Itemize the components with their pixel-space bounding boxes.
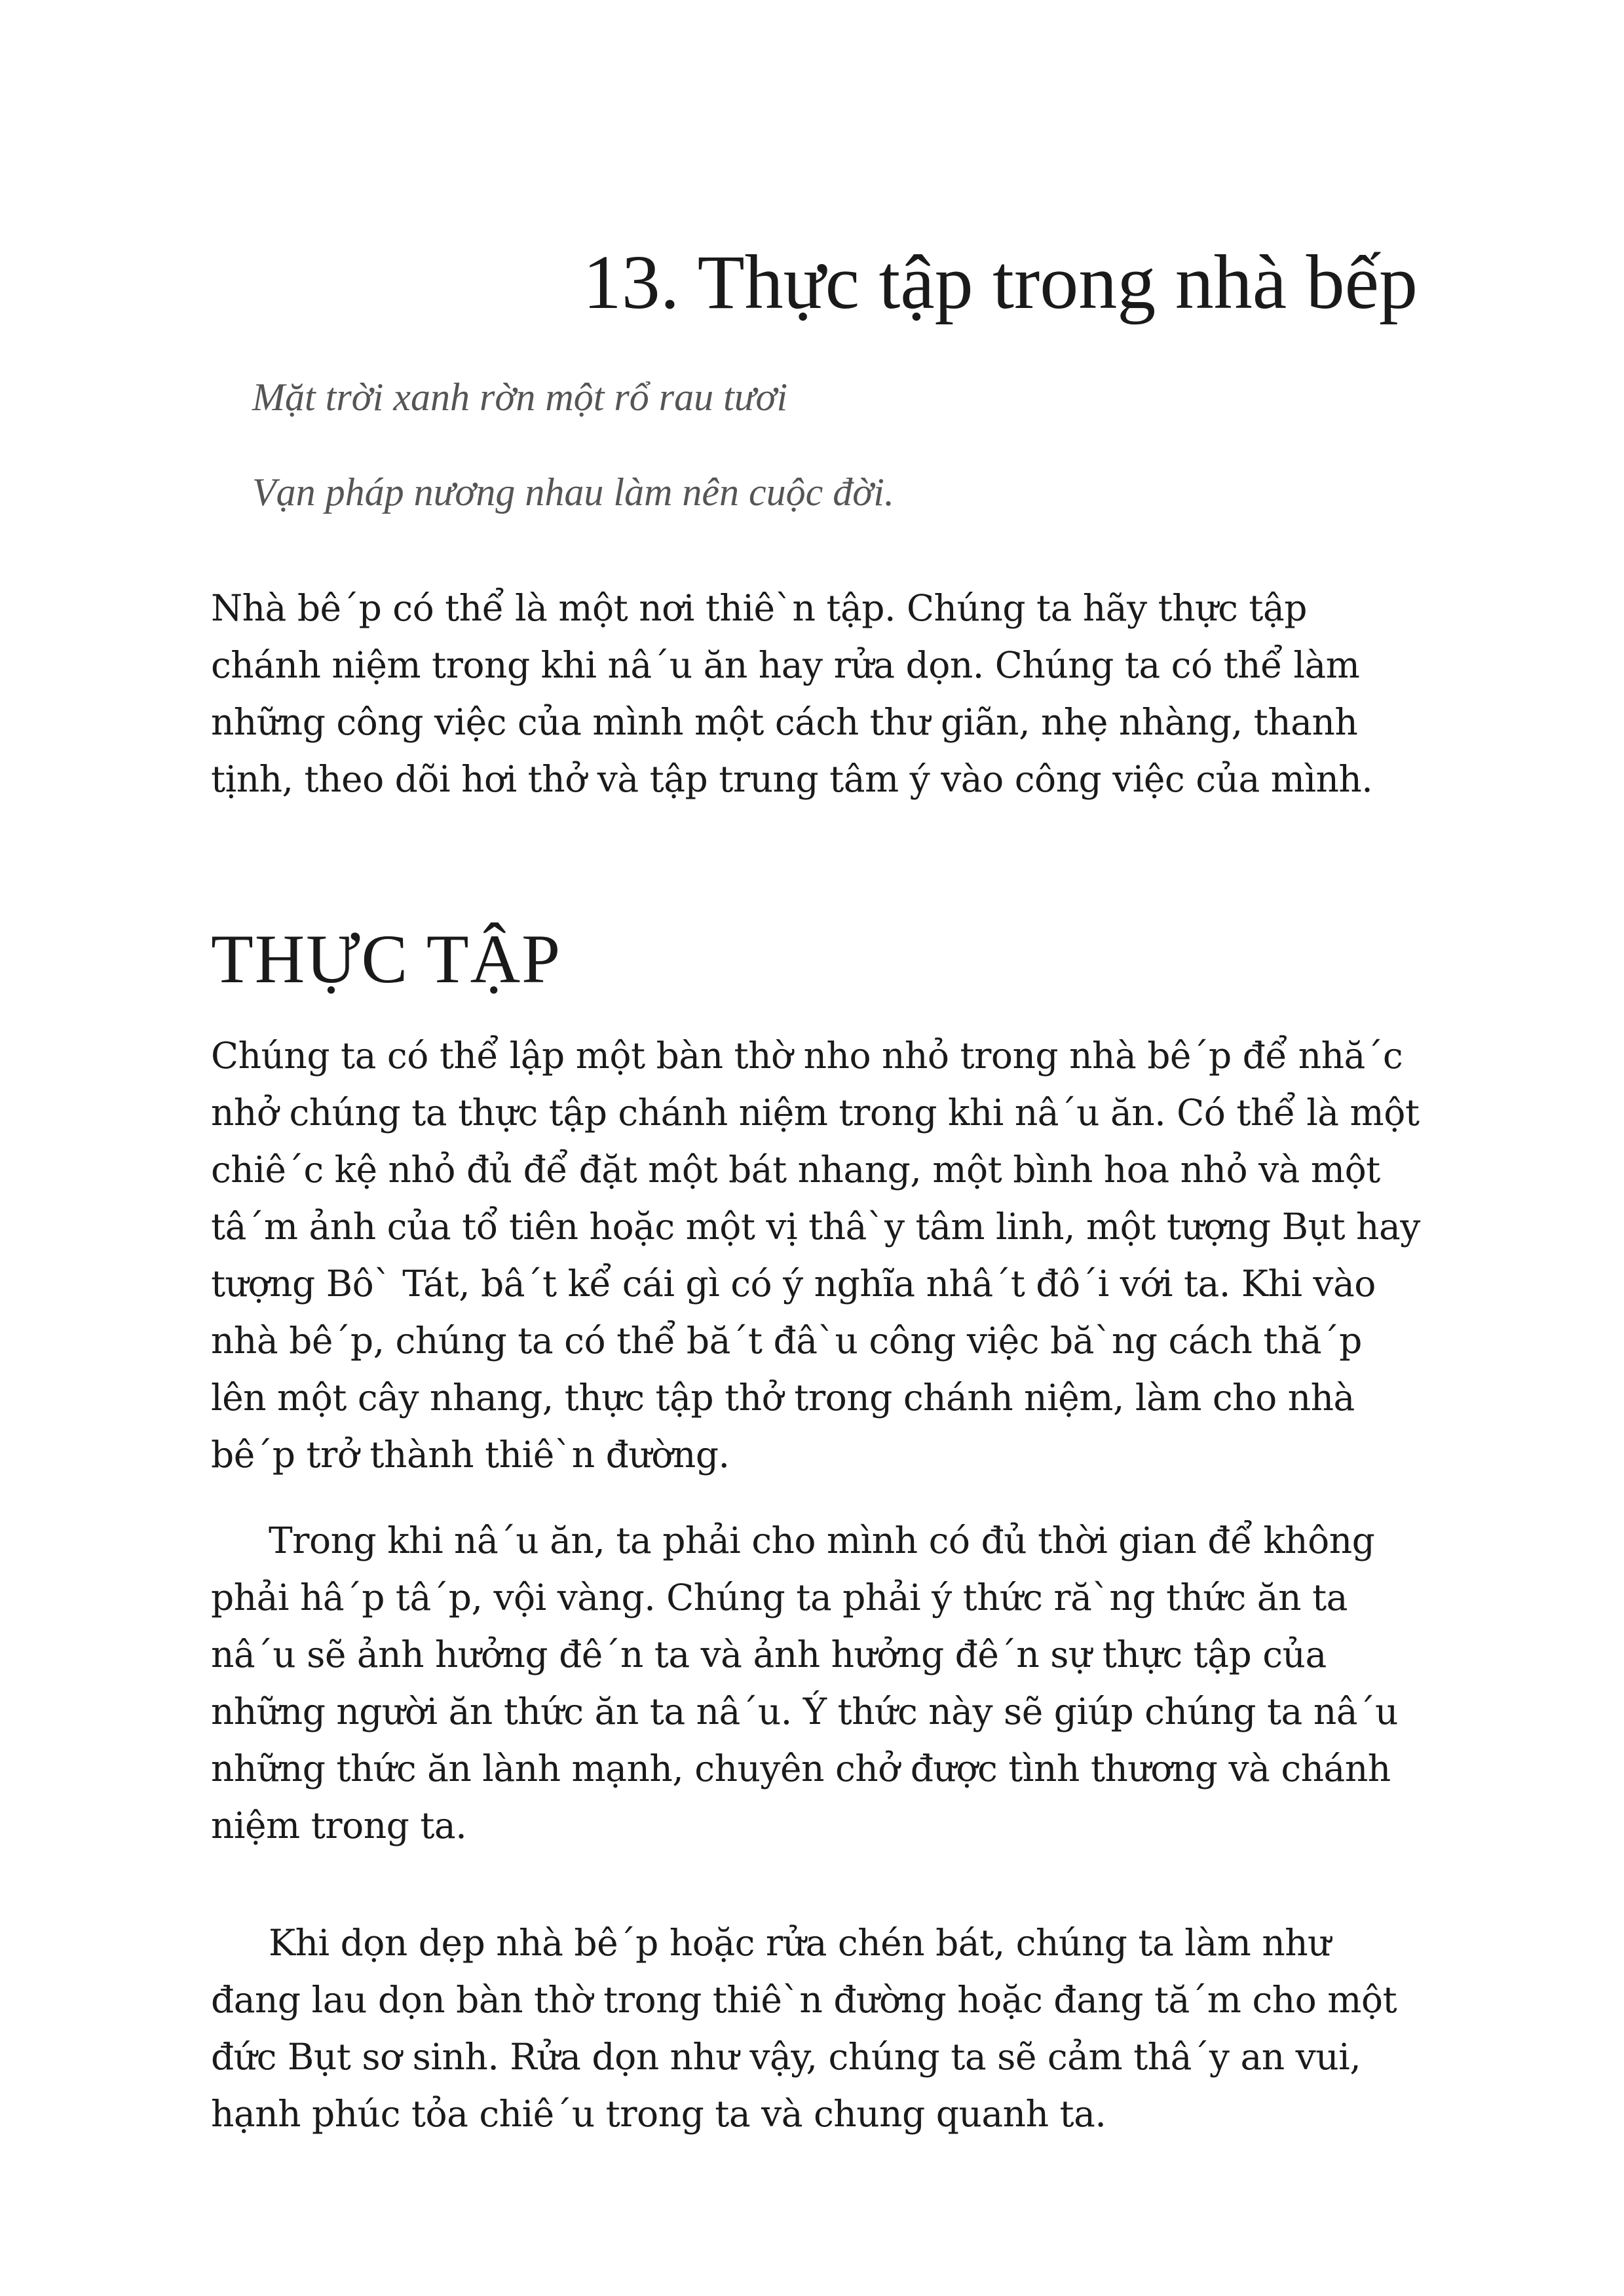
text-line: tịnh, theo dõi hơi thở và tập trung tâm ý vào công việc của mình. bbox=[211, 758, 1373, 800]
text-line: Trong khi nâ´u ăn, ta phải cho mình có đủ thời gian để không bbox=[269, 1520, 1375, 1561]
section-heading: THỰC TẬP bbox=[211, 921, 562, 997]
text-line: bê´p trở thành thiê`n đường. bbox=[211, 1434, 730, 1476]
epigraph-line-1: Mặt trời xanh rờn một rổ rau tươi bbox=[252, 375, 788, 419]
text-line: nâ´u sẽ ảnh hưởng đê´n ta và ảnh hưởng đê´n sự thực tập của bbox=[211, 1634, 1327, 1675]
text-line: đang lau dọn bàn thờ trong thiê`n đường hoặc đang tă´m cho một bbox=[211, 1979, 1397, 2021]
chapter-title: 13. Thực tập trong nhà bếp bbox=[582, 239, 1418, 325]
text-line: tâ´m ảnh của tổ tiên hoặc một vị thâ`y tâm linh, một tượng Bụt hay bbox=[211, 1206, 1420, 1248]
text-line: tượng Bô` Tát, bâ´t kể cái gì có ý nghĩa nhâ´t đô´i với ta. Khi vào bbox=[211, 1263, 1376, 1305]
text-line: những người ăn thức ăn ta nâ´u. Ý thức này sẽ giúp chúng ta nâ´u bbox=[211, 1691, 1398, 1732]
intro-paragraph bbox=[211, 580, 1429, 808]
section-paragraph-3 bbox=[211, 1915, 1429, 2143]
text-line: niệm trong ta. bbox=[211, 1805, 467, 1846]
text-line: phải hâ´p tâ´p, vội vàng. Chúng ta phải ý thức ră`ng thức ăn ta bbox=[211, 1577, 1348, 1618]
section-paragraph-2 bbox=[211, 1512, 1429, 1854]
text-line: chiê´c kệ nhỏ đủ để đặt một bát nhang, một bình hoa nhỏ và một bbox=[211, 1149, 1380, 1191]
text-line: đức Bụt sơ sinh. Rửa dọn như vậy, chúng ta sẽ cảm thâ´y an vui, bbox=[211, 2036, 1361, 2078]
text-line: lên một cây nhang, thực tập thở trong chánh niệm, làm cho nhà bbox=[211, 1377, 1355, 1419]
text-line: chánh niệm trong khi nâ´u ăn hay rửa dọn. Chúng ta có thể làm bbox=[211, 644, 1360, 686]
text-line: Khi dọn dẹp nhà bê´p hoặc rửa chén bát, chúng ta làm như bbox=[269, 1922, 1331, 1964]
text-line: hạnh phúc tỏa chiê´u trong ta và chung quanh ta. bbox=[211, 2093, 1106, 2135]
text-line: Nhà bê´p có thể là một nơi thiê`n tập. Chúng ta hãy thực tập bbox=[211, 587, 1307, 629]
text-line: những thức ăn lành mạnh, chuyên chở được tình thương và chánh bbox=[211, 1748, 1391, 1789]
text-line: những công việc của mình một cách thư giãn, nhẹ nhàng, thanh bbox=[211, 701, 1358, 743]
section-paragraph-1 bbox=[211, 1027, 1429, 1483]
epigraph-line-2: Vạn pháp nương nhau làm nên cuộc đời. bbox=[252, 470, 894, 514]
text-line: nhở chúng ta thực tập chánh niệm trong khi nâ´u ăn. Có thể là một bbox=[211, 1092, 1420, 1134]
text-line: nhà bê´p, chúng ta có thể bă´t đâ`u công việc bă`ng cách thă´p bbox=[211, 1320, 1362, 1362]
text-line: Chúng ta có thể lập một bàn thờ nho nhỏ trong nhà bê´p để nhă´c bbox=[211, 1035, 1403, 1077]
